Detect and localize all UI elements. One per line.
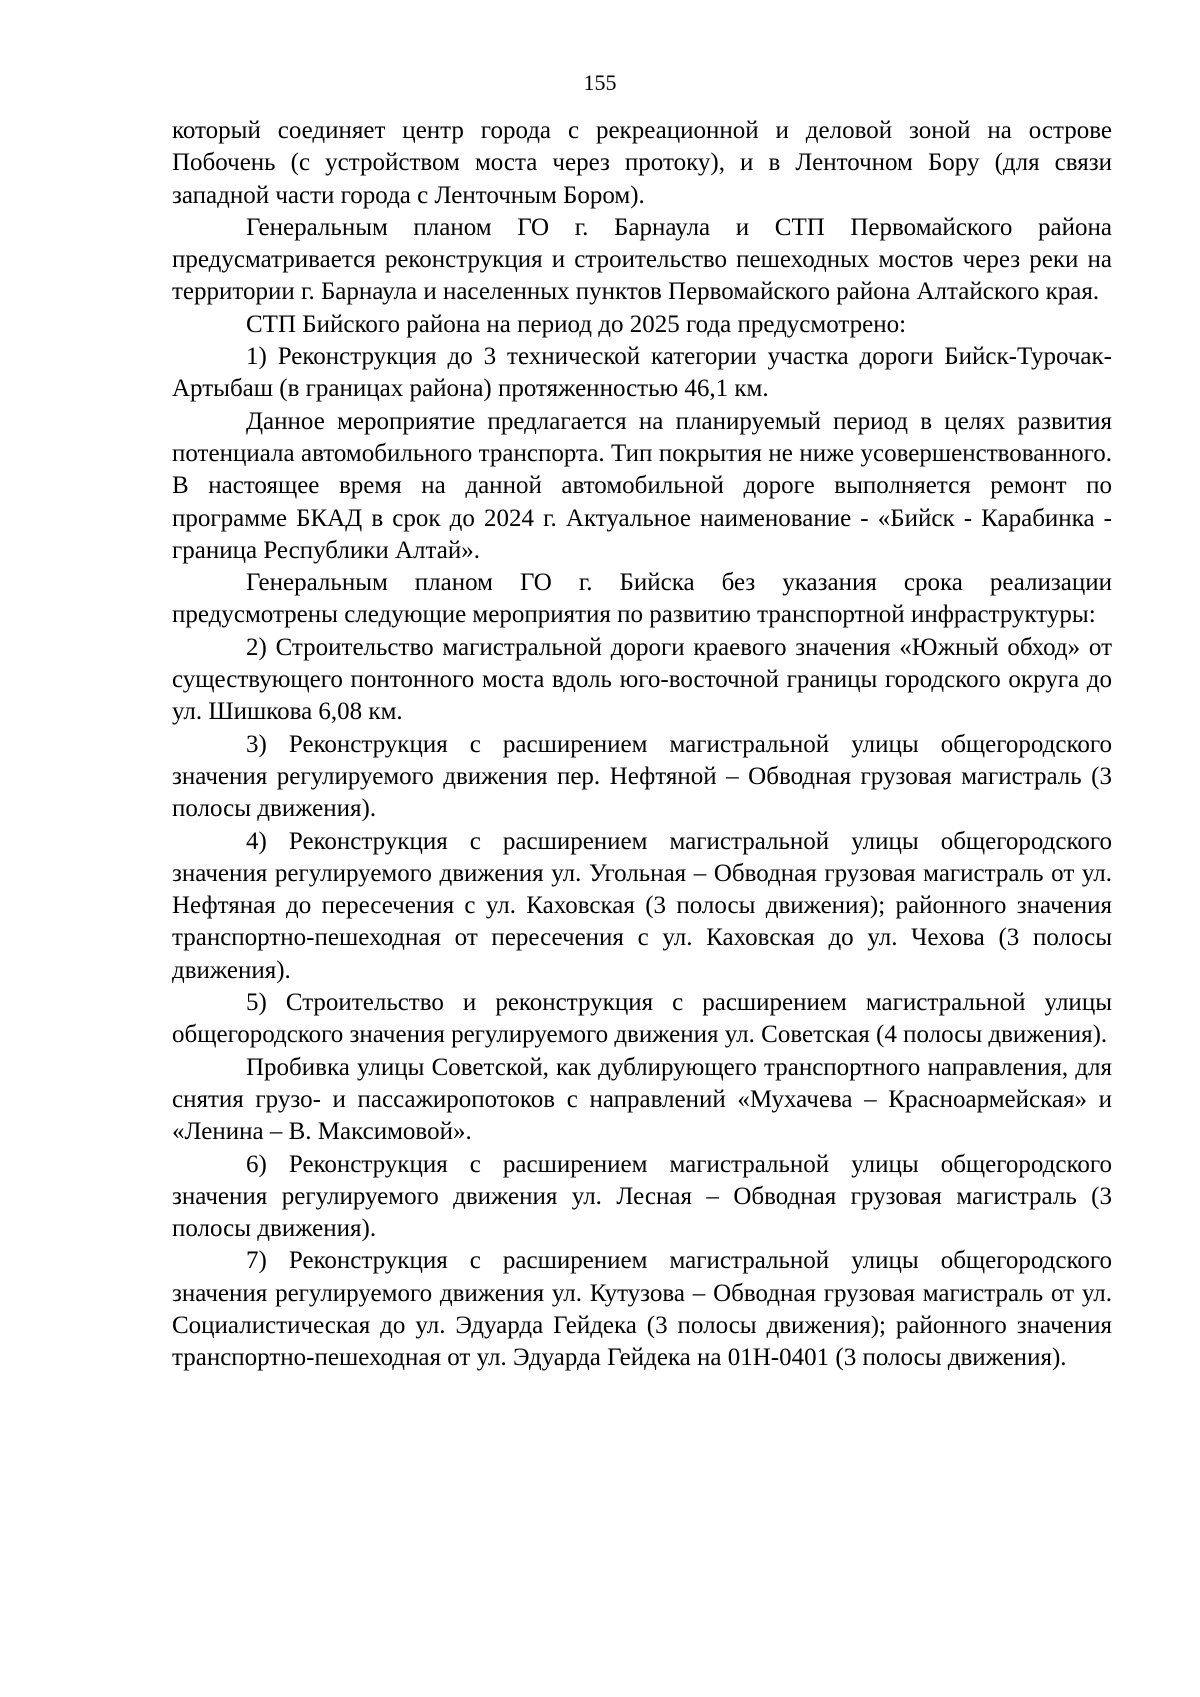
list-item-4: 4) Реконструкция с расширением магистральной улицы общегородского значения регулируемого движения ул. Угольная – Обводная грузовая магистраль от ул. Нефтяная до пересечения с ул. Каховская (3 полосы движения); районного значения транспортно-пешеходная от пересечения с ул. Каховская до ул. Чехова (3 полосы движения).	[172, 827, 1112, 984]
list-item-3: 3) Реконструкция с расширением магистральной улицы общегородского значения регулируемого движения пер. Нефтяной – Обводная грузовая магистраль (3 полосы движения).	[172, 730, 1112, 823]
list-item-6: 6) Реконструкция с расширением магистральной улицы общегородского значения регулируемого движения ул. Лесная – Обводная грузовая магистраль (3 полосы движения).	[172, 1150, 1112, 1243]
paragraph-continuation: который соединяет центр города с рекреационной и деловой зоной на острове Побочень (с устройством моста через протоку), и в Ленточном Бору (для связи западной части города с Ленточным Бором).	[172, 117, 1112, 209]
list-item-5: 5) Строительство и реконструкция с расширением магистральной улицы общегородского значения регулируемого движения ул. Советская (4 полосы движения).	[172, 989, 1112, 1049]
list-item-2: 2) Строительство магистральной дороги краевого значения «Южный обход» от существующего понтонного моста вдоль юго-восточной границы городского округа до ул. Шишкова 6,08 км.	[172, 633, 1112, 726]
paragraph-biysk-general-plan: Генеральным планом ГО г. Бийска без указания срока реализации предусмотрены следующие мероприятия по развитию транспортной инфраструктуры:	[172, 569, 1112, 629]
list-item-1: 1) Реконструкция до 3 технической категории участка дороги Бийск-Турочак-Артыбаш (в границах района) протяженностью 46,1 км.	[172, 343, 1112, 403]
list-item-7: 7) Реконструкция с расширением магистральной улицы общегородского значения регулируемого движения ул. Кутузова – Обводная грузовая магистраль от ул. Социалистическая до ул. Эдуарда Гейдека (3 полосы движения); районного значения транспортно-пешеходная от ул. Эдуарда Гейдека на 01Н-0401 (3 полосы движения).	[172, 1247, 1112, 1372]
page-number: 155	[583, 70, 617, 95]
paragraph-measure-description: Данное мероприятие предлагается на планируемый период в целях развития потенциала автомобильного транспорта. Тип покрытия не ниже усовершенствованного. В настоящее время на данной автомобильной дороге выполняется ремонт по программе БКАД в срок до 2024 г. Актуальное наименование - «Бийск - Карабинка - граница Республики Алтай».	[172, 407, 1112, 564]
document-body	[172, 115, 1112, 1375]
paragraph-biysk-district-intro: СТП Бийского района на период до 2025 года предусмотрено:	[246, 310, 907, 338]
paragraph-sovetskaya-street: Пробивка улицы Советской, как дублирующего транспортного направления, для снятия грузо- и пассажиропотоков с направлений «Мухачева – Красноармейская» и «Ленина – В. Максимовой».	[172, 1053, 1112, 1146]
paragraph-pedestrian-bridges: Генеральным планом ГО г. Барнаула и СТП Первомайского района предусматривается реконструкция и строительство пешеходных мостов через реки на территории г. Барнаула и населенных пунктов Первомайского района Алтайского края.	[172, 213, 1112, 306]
